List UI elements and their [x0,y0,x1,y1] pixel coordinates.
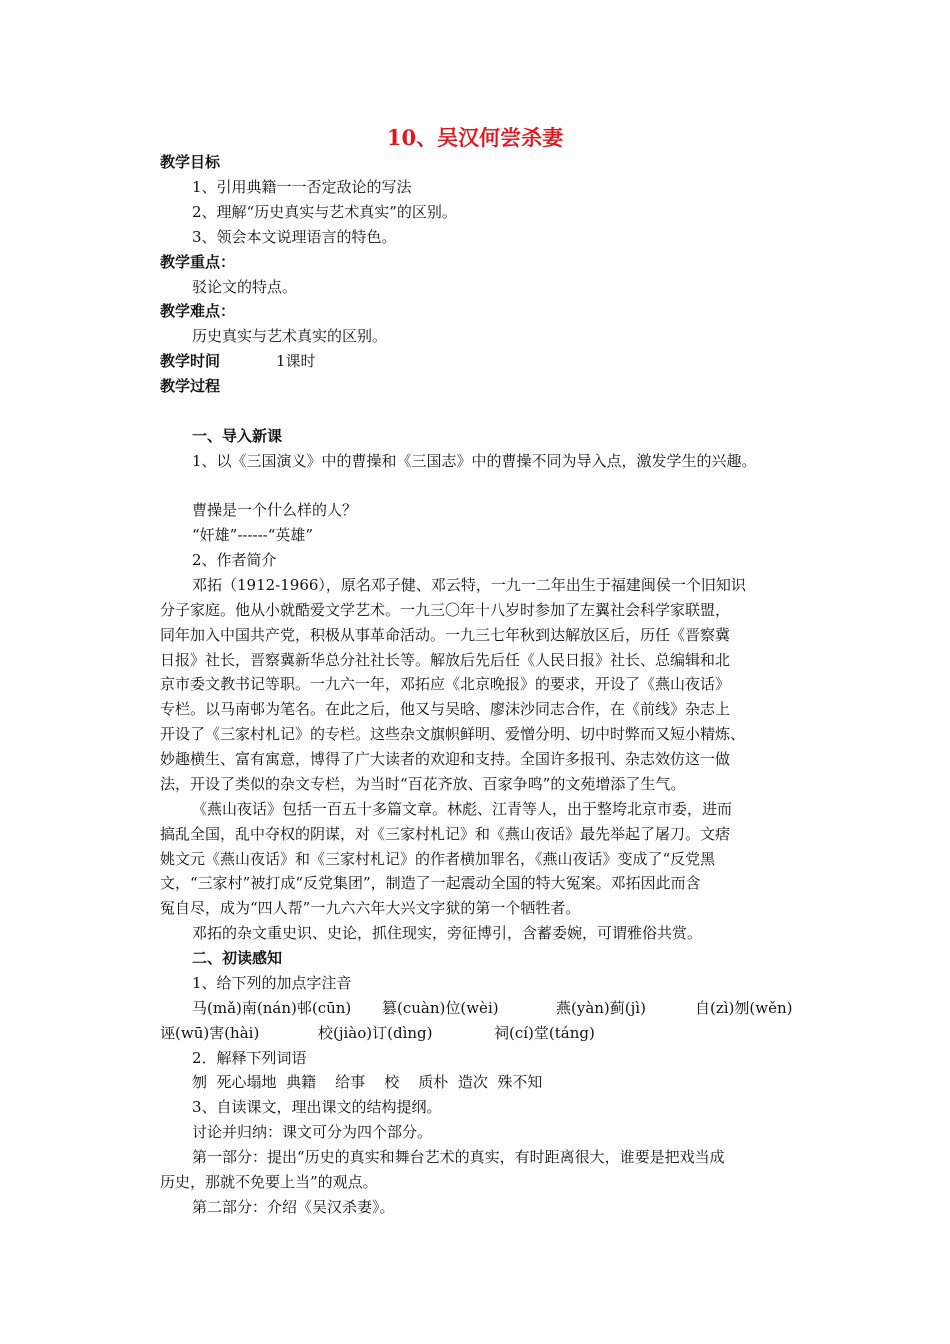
time-heading: 教学时间 [160,352,221,370]
bio-line: 妙趣横生、富有寓意，博得了广大读者的欢迎和支持。全国许多报刊、杂志效仿这一做 [160,750,731,768]
bio-line: 邓拓（1912-1966），原名邓子健、邓云特，一九一二年出生于福建闽侯一个旧知识 [192,576,746,594]
words-heading: 2．解释下列词语 [192,1049,307,1067]
objective-item: 1、引用典籍一一否定敌论的写法 [192,178,412,196]
difficulty-heading: 教学难点： [160,302,236,320]
phonetic-item: 马(mǎ)南(nán)邨(cūn) [192,999,352,1017]
yanshan-line: 冤自尽，成为“四人帮”一九六六年大兴文字狱的第一个牺牲者。 [160,899,581,917]
bio-line: 专栏。以马南邨为笔名。在此之后，他又与吴晗、廖沫沙同志合作，在《前线》杂志上 [160,700,731,718]
phonetic-heading: 1、给下列的加点字注音 [192,974,352,992]
phonetic-item: 诬(wū)害(hài) [160,1024,260,1042]
words-list: 刎 死心塌地 典籍 给事 校 质朴 造次 殊不知 [192,1073,543,1091]
bio-line: 分子家庭。他从小就酷爱文学艺术。一九三〇年十八岁时参加了左翼社会科学家联盟， [160,601,731,619]
section1-heading: 一、导入新课 [192,427,283,445]
part1-line: 第一部分：提出“历史的真实和舞台艺术的真实，有时距离很大，谁要是把戏当成 [192,1148,725,1166]
style-line: 邓拓的杂文重史识、史论，抓住现实，旁征博引，含蓄委婉，可谓雅俗共赏。 [192,924,703,942]
author-heading: 2、作者简介 [192,551,277,569]
phonetic-item: 校(jiào)订(dìng) [318,1024,433,1042]
part2-line: 第二部分：介绍《吴汉杀妻》。 [192,1198,395,1216]
yanshan-line: 姚文元《燕山夜话》和《三家村札记》的作者横加罪名，《燕山夜话》变成了“反党黑 [160,850,716,868]
bio-line: 开设了《三家村札记》的专栏。这些杂文旗帜鲜明、爱憎分明、切中时弊而又短小精炼、 [160,725,746,743]
phonetic-item: 篡(cuàn)位(wèi) [382,999,499,1017]
bio-line: 同年加入中国共产党，积极从事革命活动。一九三七年秋到达解放区后，历任《晋察冀 [160,626,731,644]
phonetic-item: 自(zì)刎(wěn) [695,999,793,1017]
phonetic-item: 祠(cí)堂(táng) [494,1024,595,1042]
part1-line: 历史，那就不免要上当”的观点。 [160,1173,378,1191]
contrast-line: “奸雄”------“英雄” [192,526,314,544]
objectives-heading: 教学目标 [160,153,221,171]
question-line: 曹操是一个什么样的人？ [192,501,358,519]
phonetic-item: 燕(yàn)蓟(jì) [556,999,646,1017]
outline-heading: 3、自读课文，理出课文的结构提纲。 [192,1098,442,1116]
process-heading: 教学过程 [160,377,221,395]
yanshan-line: 《燕山夜话》包括一百五十多篇文章。林彪、江青等人，出于整垮北京市委，进而 [192,800,733,818]
document-title: 10、吴汉何尝杀妻 [386,125,564,150]
bio-line: 京市委文教书记等职。一九六一年，邓拓应《北京晚报》的要求，开设了《燕山夜话》 [160,675,731,693]
bio-line: 日报》社长，晋察冀新华总分社社长等。解放后先后任《人民日报》社长、总编辑和北 [160,651,731,669]
discuss-line: 讨论并归纳：课文可分为四个部分。 [192,1123,433,1141]
time-value: 1课时 [276,352,316,370]
yanshan-line: 搞乱全国，乱中夺权的阴谋，对《三家村札记》和《燕山夜话》最先举起了屠刀。文痞 [160,825,731,843]
key-point-text: 驳论文的特点。 [192,278,298,296]
section2-heading: 二、初读感知 [192,949,283,967]
difficulty-text: 历史真实与艺术真实的区别。 [192,327,388,345]
objective-item: 2、理解“历史真实与艺术真实”的区别。 [192,203,457,221]
key-point-heading: 教学重点： [160,253,236,271]
objective-item: 3、领会本文说理语言的特色。 [192,228,397,246]
bio-line: 法，开设了类似的杂文专栏，为当时“百花齐放、百家争鸣”的文苑增添了生气。 [160,775,686,793]
yanshan-line: 文，“三家村”被打成“反党集团”，制造了一起震动全国的特大冤案。邓拓因此而含 [160,874,701,892]
intro-line: 1、以《三国演义》中的曹操和《三国志》中的曹操不同为导入点，激发学生的兴趣。 [192,452,757,470]
